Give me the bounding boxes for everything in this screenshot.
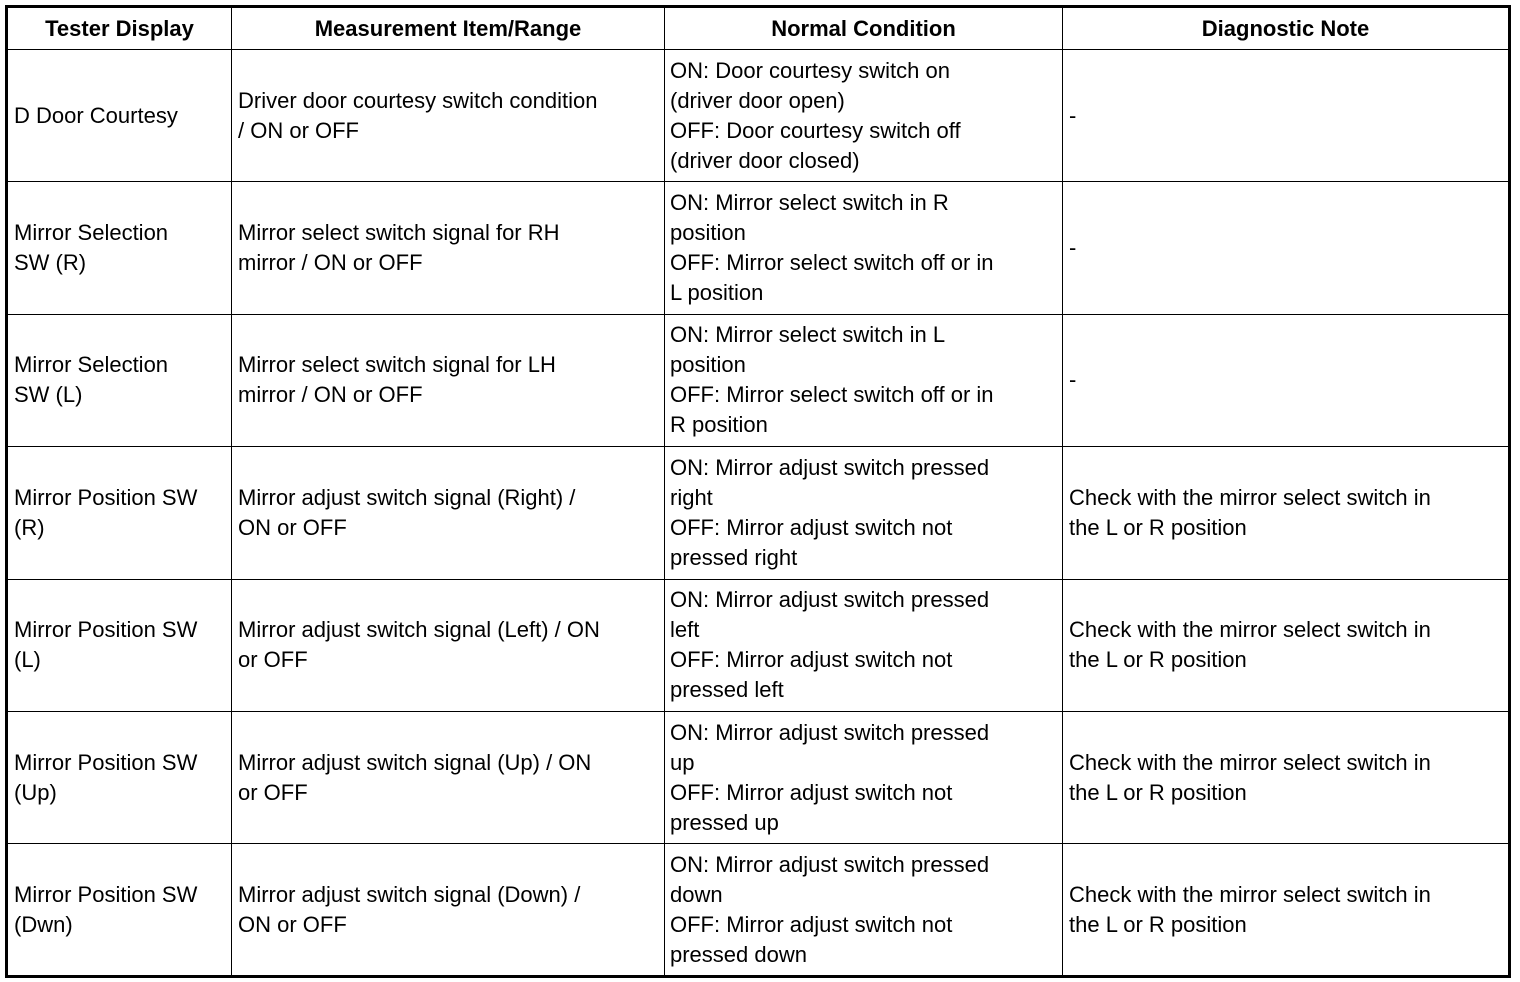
measurement-item-line: ON or OFF (238, 911, 347, 937)
measurement-item-cell (232, 447, 665, 579)
normal-condition-line: ON: Door courtesy switch on (670, 57, 950, 83)
diagnostic-note-line: Check with the mirror select switch in (1069, 617, 1431, 643)
diagnostic-note-line: the L or R position (1069, 647, 1247, 673)
normal-condition-line: OFF: Mirror select switch off or in (670, 382, 994, 408)
header-row (7, 7, 1510, 50)
tester-display-line: (Dwn) (14, 911, 73, 937)
diagnostic-note-cell (1063, 314, 1510, 446)
tester-display-cell (7, 50, 232, 182)
normal-condition-cell (665, 314, 1063, 446)
tester-display-line: SW (R) (14, 250, 87, 276)
diagnostic-note-cell (1063, 182, 1510, 314)
normal-condition-line: ON: Mirror select switch in R (670, 190, 949, 216)
table-row (7, 182, 1510, 314)
diagnostic-note-cell (1063, 844, 1510, 976)
tester-display-line: Mirror Position SW (14, 749, 198, 775)
measurement-item-line: Mirror select switch signal for LH (238, 352, 556, 378)
tester-data-table (5, 5, 1511, 978)
normal-condition-line: down (670, 881, 723, 907)
column-header-tester-display: Tester Display (7, 7, 232, 50)
normal-condition-line: pressed down (670, 941, 807, 967)
normal-condition-line: position (670, 352, 746, 378)
table-row (7, 447, 1510, 579)
measurement-item-cell (232, 50, 665, 182)
measurement-item-line: Mirror adjust switch signal (Right) / (238, 484, 576, 510)
tester-display-cell (7, 314, 232, 446)
normal-condition-cell (665, 844, 1063, 976)
normal-condition-line: (driver door open) (670, 87, 845, 113)
measurement-item-cell (232, 182, 665, 314)
table-row (7, 711, 1510, 843)
normal-condition-line: (driver door closed) (670, 147, 860, 173)
tester-display-line: Mirror Position SW (14, 484, 198, 510)
measurement-item-line: or OFF (238, 647, 308, 673)
tester-display-line: Mirror Position SW (14, 881, 198, 907)
column-header-diagnostic-note: Diagnostic Note (1063, 7, 1510, 50)
normal-condition-line: right (670, 484, 713, 510)
tester-display-line: SW (L) (14, 382, 83, 408)
normal-condition-line: pressed right (670, 544, 798, 570)
tester-display-line: Mirror Selection (14, 352, 169, 378)
normal-condition-line: pressed up (670, 809, 779, 835)
normal-condition-cell (665, 447, 1063, 579)
measurement-item-line: mirror / ON or OFF (238, 382, 423, 408)
diagnostic-note-cell (1063, 579, 1510, 711)
measurement-item-cell (232, 314, 665, 446)
normal-condition-line: OFF: Mirror adjust switch not (670, 647, 953, 673)
table-header (7, 7, 1510, 50)
normal-condition-line: up (670, 749, 695, 775)
measurement-item-cell (232, 579, 665, 711)
tester-display-cell (7, 182, 232, 314)
normal-condition-line: R position (670, 412, 768, 438)
tester-display-line: Mirror Position SW (14, 617, 198, 643)
tester-display-cell (7, 711, 232, 843)
diagnostic-note-line: Check with the mirror select switch in (1069, 749, 1431, 775)
normal-condition-line: L position (670, 280, 764, 306)
tester-display-cell (7, 579, 232, 711)
diagnostic-note-cell (1063, 447, 1510, 579)
normal-condition-line: position (670, 220, 746, 246)
normal-condition-line: OFF: Mirror adjust switch not (670, 779, 953, 805)
tester-display-line: D Door Courtesy (14, 102, 178, 128)
measurement-item-line: / ON or OFF (238, 117, 359, 143)
normal-condition-line: left (670, 617, 700, 643)
normal-condition-line: OFF: Mirror adjust switch not (670, 514, 953, 540)
tester-display-line: (L) (14, 647, 41, 673)
diagnostic-note-line: the L or R position (1069, 911, 1247, 937)
normal-condition-cell (665, 50, 1063, 182)
measurement-item-line: mirror / ON or OFF (238, 250, 423, 276)
normal-condition-line: ON: Mirror adjust switch pressed (670, 587, 990, 613)
diagnostic-note-cell (1063, 50, 1510, 182)
normal-condition-line: OFF: Mirror adjust switch not (670, 911, 953, 937)
measurement-item-line: Mirror adjust switch signal (Left) / ON (238, 617, 600, 643)
normal-condition-line: OFF: Mirror select switch off or in (670, 250, 994, 276)
normal-condition-cell (665, 579, 1063, 711)
column-header-normal-condition: Normal Condition (665, 7, 1063, 50)
diagnostic-note-line: - (1069, 235, 1077, 261)
measurement-item-cell (232, 844, 665, 976)
tester-display-cell (7, 844, 232, 976)
diagnostic-note-line: Check with the mirror select switch in (1069, 484, 1431, 510)
measurement-item-line: Mirror adjust switch signal (Down) / (238, 881, 581, 907)
normal-condition-line: ON: Mirror adjust switch pressed (670, 719, 990, 745)
table-row (7, 314, 1510, 446)
diagnostic-note-cell (1063, 711, 1510, 843)
measurement-item-line: Driver door courtesy switch condition (238, 87, 598, 113)
table-row (7, 50, 1510, 182)
diagnostic-note-line: - (1069, 102, 1077, 128)
diagnostic-note-line: Check with the mirror select switch in (1069, 881, 1431, 907)
normal-condition-line: pressed left (670, 677, 784, 703)
tester-display-line: Mirror Selection (14, 220, 169, 246)
tester-display-line: (Up) (14, 779, 57, 805)
normal-condition-line: OFF: Door courtesy switch off (670, 117, 961, 143)
normal-condition-line: ON: Mirror adjust switch pressed (670, 851, 990, 877)
normal-condition-line: ON: Mirror select switch in L (670, 322, 946, 348)
tester-display-line: (R) (14, 514, 45, 540)
normal-condition-cell (665, 182, 1063, 314)
table-row (7, 579, 1510, 711)
normal-condition-cell (665, 711, 1063, 843)
column-header-measurement-item: Measurement Item/Range (232, 7, 665, 50)
measurement-item-line: or OFF (238, 779, 308, 805)
table-body (7, 50, 1510, 977)
diagnostic-note-line: the L or R position (1069, 779, 1247, 805)
measurement-item-line: Mirror adjust switch signal (Up) / ON (238, 749, 592, 775)
measurement-item-cell (232, 711, 665, 843)
normal-condition-line: ON: Mirror adjust switch pressed (670, 454, 990, 480)
diagnostic-note-line: the L or R position (1069, 514, 1247, 540)
measurement-item-line: Mirror select switch signal for RH (238, 220, 560, 246)
table-row (7, 844, 1510, 976)
diagnostic-note-line: - (1069, 367, 1077, 393)
measurement-item-line: ON or OFF (238, 514, 347, 540)
tester-display-cell (7, 447, 232, 579)
